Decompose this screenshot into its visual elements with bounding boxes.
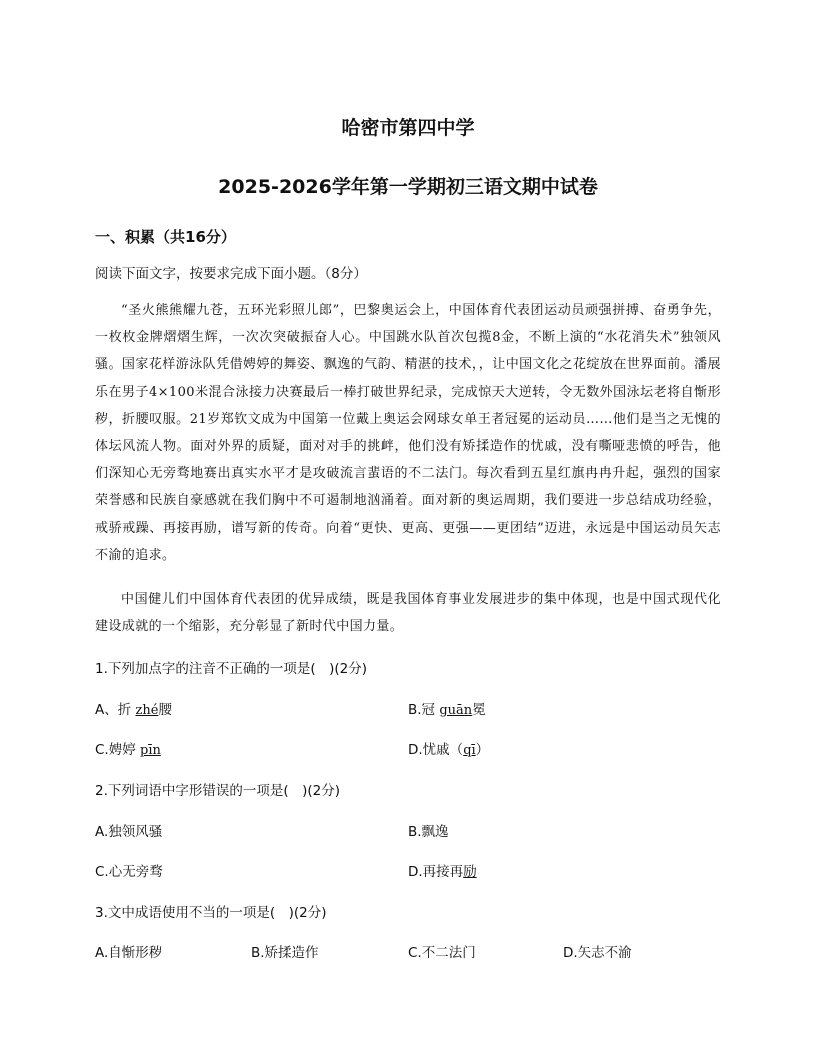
question-3-stem: 3.文中成语使用不当的一项是( )(2分) — [95, 905, 327, 921]
question-2-stem: 2.下列词语中字形错误的一项是( )(2分) — [95, 783, 341, 799]
q3-option-a: A.自惭形秽 — [95, 945, 163, 961]
q1-option-b-prefix: B.冠 — [408, 702, 440, 718]
passage-paragraph-2: 中国健儿们中国体育代表团的优异成绩，既是我国体育事业发展进步的集中体现，也是中国式现代化建设成就的一个缩影，充分彰显了新时代中国力量。 — [95, 592, 721, 635]
q3-option-c: C.不二法门 — [408, 945, 476, 961]
q2-option-c: C.心无旁骛 — [95, 864, 163, 880]
q1-option-b — [408, 698, 486, 718]
q2-option-d-marked-char: 励 — [463, 864, 477, 880]
q1-option-d-prefix: D.忧戚（ — [408, 742, 464, 758]
q2-option-d-prefix: D.再接再 — [408, 864, 464, 880]
q2-option-d — [408, 860, 477, 880]
q2-option-a: A.独领风骚 — [95, 824, 163, 840]
q1-option-c-prefix: C.娉婷 — [95, 742, 141, 758]
q1-option-b-pinyin: guān — [439, 703, 473, 718]
q1-option-d-suffix: ） — [475, 742, 490, 758]
q2-option-b: B.飘逸 — [408, 824, 449, 840]
reading-instruction: 阅读下面文字，按要求完成下面小题。（8分） — [95, 266, 367, 282]
question-1-stem: 1.下列加点字的注音不正确的一项是( )(2分) — [95, 661, 368, 677]
q1-option-d-pinyin: qī — [463, 743, 476, 758]
q1-option-a-prefix: A、折 — [95, 702, 136, 718]
passage-paragraph-1: “圣火熊熊耀九苍，五环光彩照儿郎”，巴黎奥运会上，中国体育代表团运动员顽强拼搏、奋勇争先，一枚枚金牌熠熠生辉，一次次突破振奋人心。中国跳水队首次包揽8金，不断上演的“水花消失术”独领风骚。国家花样游泳队凭借娉婷的舞姿、飘逸的气韵、精湛的技术，，让中国文化之花绽放在世界面前。潘展乐在男子4×100米混合泳接力决赛最后一棒打破世界纪录，完成惊天大逆转，令无数外国泳坛老将自惭形秽，折腰叹服。21岁郑钦文成为中国第一位戴上奥运会网球女单王者冠冕的运动员……他们是当之无愧的体坛风流人物。面对外界的质疑，面对对手的挑衅，他们没有矫揉造作的忧戚，没有嘶哑悲愤的呼告，他们深知心无旁骛地赛出真实水平才是攻破流言蜚语的不二法门。每次看到五星红旗冉冉升起，强烈的国家荣誉感和民族自豪感就在我们胸中不可遏制地汹涌着。面对新的奥运周期，我们要进一步总结成功经验，戒骄戒躁、再接再励，谱写新的传奇。向着“更快、更高、更强——更团结”迈进，永远是中国运动员矢志不渝的追求。 — [95, 303, 721, 563]
q1-option-a — [95, 698, 172, 718]
q1-option-a-pinyin: zhé — [135, 703, 159, 718]
q1-option-c-pinyin: pīn — [140, 743, 161, 758]
section-heading: 一、积累（共16分） — [95, 228, 236, 246]
q1-option-c — [95, 738, 161, 758]
exam-title: 2025-2026学年第一学期初三语文期中试卷 — [218, 176, 598, 198]
q1-option-b-suffix: 冕 — [472, 702, 486, 718]
school-name: 哈密市第四中学 — [341, 117, 475, 139]
q1-option-a-suffix: 腰 — [158, 702, 172, 718]
q3-option-b: B.矫揉造作 — [251, 945, 319, 961]
q1-option-d — [408, 738, 489, 758]
q3-option-d: D.矢志不渝 — [563, 945, 632, 961]
